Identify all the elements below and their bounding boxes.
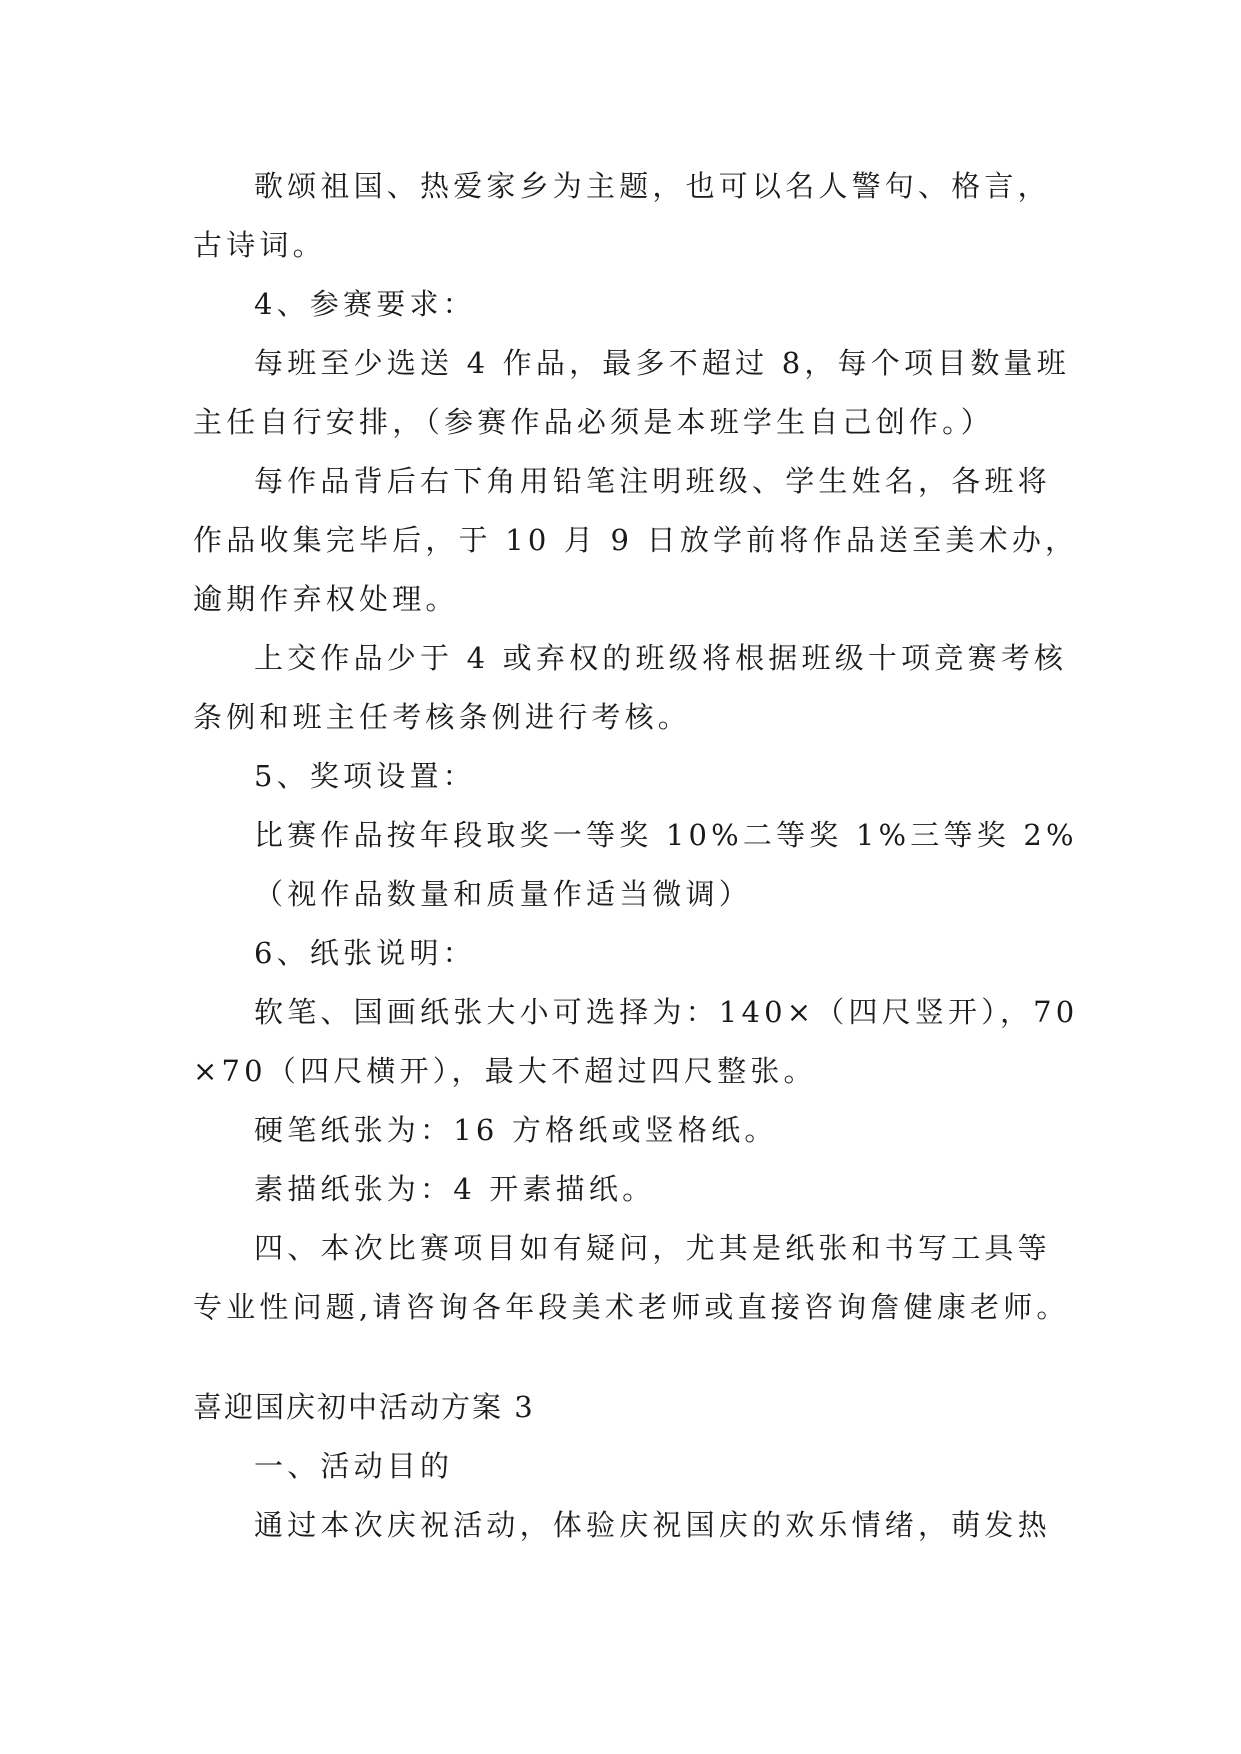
paragraph-line: 专业性问题,请咨询各年段美术老师或直接咨询詹健康老师。 — [193, 1290, 1070, 1324]
paragraph-line: 比赛作品按年段取奖一等奖 10%二等奖 1%三等奖 2% — [254, 818, 1078, 852]
paragraph-line: 主任自行安排，（参赛作品必须是本班学生自己创作。） — [193, 405, 995, 439]
section-heading: 一、活动目的 — [254, 1449, 454, 1483]
paragraph-line: 逾期作弃权处理。 — [193, 582, 459, 616]
document-title: 喜迎国庆初中活动方案 3 — [193, 1390, 535, 1424]
paragraph-line: 古诗词。 — [193, 228, 326, 262]
paragraph-line: 每班至少选送 4 作品，最多不超过 8，每个项目数量班 — [254, 346, 1070, 380]
section-heading: 6、纸张说明： — [254, 936, 476, 970]
paragraph-line: （视作品数量和质量作适当微调） — [254, 877, 753, 911]
paragraph-line: 硬笔纸张为：16 方格纸或竖格纸。 — [254, 1113, 778, 1147]
paragraph-line: 软笔、国画纸张大小可选择为：140×（四尺竖开），70 — [254, 995, 1079, 1029]
section-heading: 5、奖项设置： — [254, 759, 476, 793]
section-heading: 4、参赛要求： — [254, 287, 476, 321]
paragraph-line: 通过本次庆祝活动，体验庆祝国庆的欢乐情绪，萌发热 — [254, 1508, 1051, 1542]
paragraph-line: 歌颂祖国、热爱家乡为主题，也可以名人警句、格言， — [254, 169, 1051, 203]
paragraph-line: ×70（四尺横开），最大不超过四尺整张。 — [193, 1054, 817, 1088]
paragraph-line: 作品收集完毕后，于 10 月 9 日放学前将作品送至美术办， — [193, 523, 1079, 557]
paragraph-line: 四、本次比赛项目如有疑问，尤其是纸张和书写工具等 — [254, 1231, 1051, 1265]
paragraph-line: 条例和班主任考核条例进行考核。 — [193, 700, 692, 734]
paragraph-line: 素描纸张为：4 开素描纸。 — [254, 1172, 656, 1206]
paragraph-line: 每作品背后右下角用铅笔注明班级、学生姓名，各班将 — [254, 464, 1051, 498]
paragraph-line: 上交作品少于 4 或弃权的班级将根据班级十项竞赛考核 — [254, 641, 1068, 675]
